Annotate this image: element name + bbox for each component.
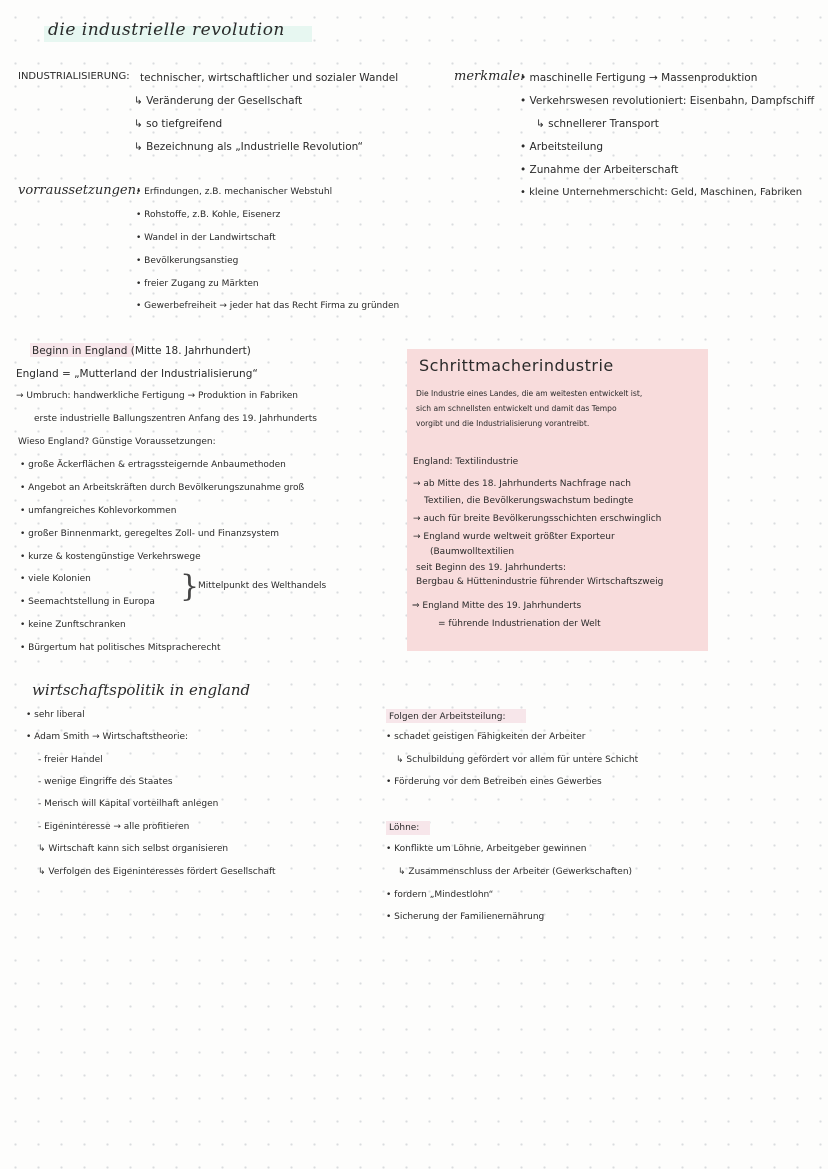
england-line: Wieso England? Günstige Voraussetzungen: xyxy=(18,437,216,447)
voraussetzungen-label: vorraussetzungen: xyxy=(18,183,141,198)
merkmale-line: ↳ schnellerer Transport xyxy=(536,118,659,130)
schrittmacher-intro: vorgibt und die Industrialisierung vorantreibt. xyxy=(416,419,590,428)
industrialisierung-line: ↳ Bezeichnung als „Industrielle Revolution“ xyxy=(134,141,363,153)
schrittmacher-line: ⇒ England Mitte des 19. Jahrhunderts xyxy=(412,601,582,611)
schrittmacher-line: → England wurde weltweit größter Exporteur xyxy=(413,532,615,542)
england-line: • Angebot an Arbeitskräften durch Bevölkerungszunahme groß xyxy=(20,483,305,493)
england-heading: Beginn in England (Mitte 18. Jahrhundert) xyxy=(32,345,251,357)
england-line: • Seemachtstellung in Europa xyxy=(20,597,155,607)
loehne-line: • Sicherung der Familienernährung xyxy=(386,912,545,922)
wirtschaftspolitik-title: wirtschaftspolitik in england xyxy=(32,681,251,699)
wirtschaftspolitik-line: - Mensch will Kapital vorteilhaft anlegen xyxy=(38,799,219,809)
schrittmacher-line: Bergbau & Hüttenindustrie führender Wirtschaftszweig xyxy=(416,577,664,587)
wirtschaftspolitik-line: - freier Handel xyxy=(38,755,103,765)
loehne-title: Löhne: xyxy=(389,823,420,833)
folgen-line: • schadet geistigen Fähigkeiten der Arbeiter xyxy=(386,732,586,742)
england-line: England = „Mutterland der Industrialisierung“ xyxy=(16,368,258,380)
england-line: • kurze & kostengünstige Verkehrswege xyxy=(20,552,201,562)
loehne-line: • Konflikte um Löhne, Arbeitgeber gewinnen xyxy=(386,844,587,854)
voraussetzungen-line: • freier Zugang zu Märkten xyxy=(136,279,259,289)
voraussetzungen-line: • Rohstoffe, z.B. Kohle, Eisenerz xyxy=(136,210,281,220)
wirtschaftspolitik-line: • Adam Smith → Wirtschaftstheorie: xyxy=(26,732,189,742)
loehne-line: • fordern „Mindestlohn“ xyxy=(386,890,494,900)
wirtschaftspolitik-line: ↳ Wirtschaft kann sich selbst organisieren xyxy=(38,844,229,854)
brace-note: Mittelpunkt des Welthandels xyxy=(198,581,327,591)
industrialisierung-line: ↳ so tiefgreifend xyxy=(134,118,223,130)
wirtschaftspolitik-line: • sehr liberal xyxy=(26,710,85,720)
loehne-line: ↳ Zusammenschluss der Arbeiter (Gewerkschaften) xyxy=(398,867,633,877)
voraussetzungen-line: • Gewerbefreiheit → jeder hat das Recht Firma zu gründen xyxy=(136,301,400,311)
merkmale-line: • Verkehrswesen revolutioniert: Eisenbahn, Dampfschiff xyxy=(520,95,815,107)
merkmale-label: merkmale: xyxy=(454,69,525,84)
schrittmacher-line: England: Textilindustrie xyxy=(413,457,519,467)
england-line: • großer Binnenmarkt, geregeltes Zoll- und Finanzsystem xyxy=(20,529,280,539)
page-title: die industrielle revolution xyxy=(48,20,285,40)
industrialisierung-label: INDUSTRIALISIERUNG: xyxy=(18,71,130,82)
schrittmacher-line: (Baumwolltextilien xyxy=(430,547,515,557)
merkmale-line: • Arbeitsteilung xyxy=(520,141,604,153)
england-line: • umfangreiches Kohlevorkommen xyxy=(20,506,177,516)
voraussetzungen-line: • Wandel in der Landwirtschaft xyxy=(136,233,276,243)
voraussetzungen-line: • Erfindungen, z.B. mechanischer Webstuhl xyxy=(136,187,333,197)
brace-symbol: } xyxy=(180,569,200,604)
schrittmacher-line: seit Beginn des 19. Jahrhunderts: xyxy=(416,563,567,573)
industrialisierung-line: technischer, wirtschaftlicher und sozialer Wandel xyxy=(140,72,399,84)
merkmale-line: • kleine Unternehmerschicht: Geld, Maschinen, Fabriken xyxy=(520,187,803,198)
schrittmacher-intro: sich am schnellsten entwickelt und damit das Tempo xyxy=(416,404,617,413)
england-line: • viele Kolonien xyxy=(20,574,91,584)
wirtschaftspolitik-line: - Eigeninteresse → alle profitieren xyxy=(38,822,190,832)
voraussetzungen-line: • Bevölkerungsanstieg xyxy=(136,256,239,266)
wirtschaftspolitik-line: - wenige Eingriffe des Staates xyxy=(38,777,173,787)
schrittmacher-line: Textilien, die Bevölkerungswachstum bedingte xyxy=(424,496,634,506)
england-line: • große Äckerflächen & ertragssteigernde Anbaumethoden xyxy=(20,460,286,470)
schrittmacher-intro: Die Industrie eines Landes, die am weitesten entwickelt ist, xyxy=(416,389,643,398)
schrittmacher-title: Schrittmacherindustrie xyxy=(419,356,614,375)
industrialisierung-line: ↳ Veränderung der Gesellschaft xyxy=(134,95,303,107)
merkmale-line: • maschinelle Fertigung → Massenproduktion xyxy=(520,72,758,84)
england-line: • Bürgertum hat politisches Mitspracherecht xyxy=(20,643,221,653)
wirtschaftspolitik-line: ↳ Verfolgen des Eigeninteresses fördert Gesellschaft xyxy=(38,867,276,877)
folgen-line: • Förderung vor dem Betreiben eines Gewerbes xyxy=(386,777,602,787)
england-line: → Umbruch: handwerkliche Fertigung → Produktion in Fabriken xyxy=(16,391,298,401)
merkmale-line: • Zunahme der Arbeiterschaft xyxy=(520,164,679,176)
england-line: erste industrielle Ballungszentren Anfang des 19. Jahrhunderts xyxy=(34,414,317,424)
schrittmacher-line: → ab Mitte des 18. Jahrhunderts Nachfrage nach xyxy=(413,479,632,489)
schrittmacher-line: → auch für breite Bevölkerungsschichten erschwinglich xyxy=(413,514,662,524)
england-line: • keine Zunftschranken xyxy=(20,620,126,630)
schrittmacher-line: = führende Industrienation der Welt xyxy=(438,619,601,629)
folgen-title: Folgen der Arbeitsteilung: xyxy=(389,712,506,722)
folgen-line: ↳ Schulbildung gefördert vor allem für untere Schicht xyxy=(396,755,639,765)
